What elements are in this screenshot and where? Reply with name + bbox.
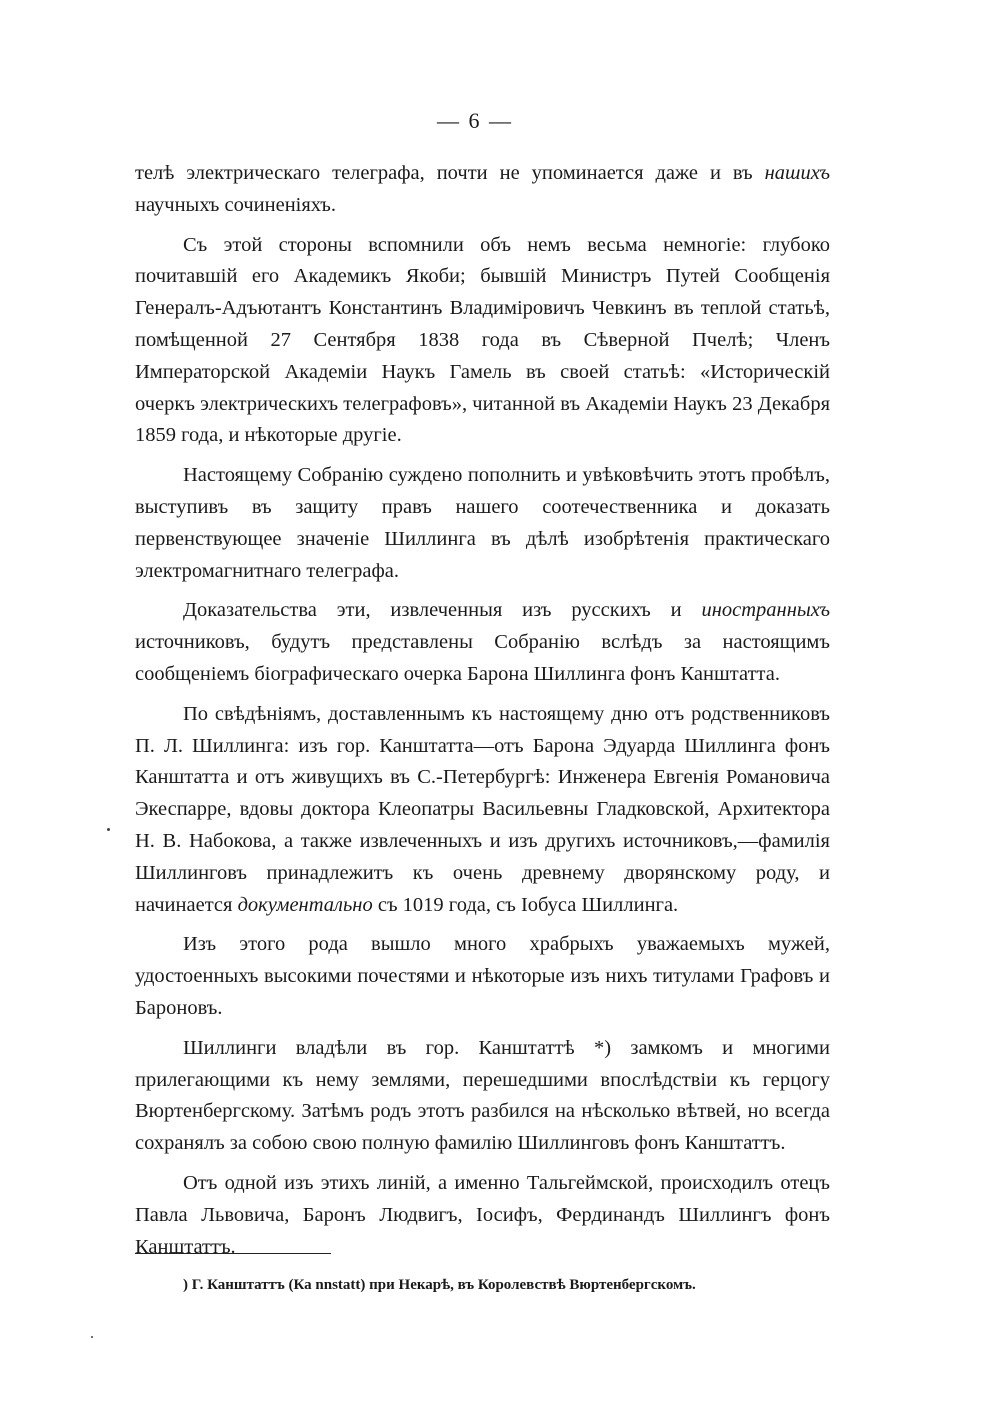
paragraph-1: Съ этой стороны вспомнили объ немъ весьма немногie: глубоко почитавшiй его Академикъ Якоби; бывшiй Министръ Путей Сообщенiя Генералъ-Адъютантъ Константинъ Владимiровичъ Чевкинъ въ теплой статьѣ, помѣщенной 27 Сентября 1838 года въ Сѣверной Пчелѣ; Членъ Императорской Академiи Наукъ Гамель въ своей статьѣ: «Историческiй очеркъ электрическихъ телеграфовъ», читанной въ Академiи Наукъ 23 Декабря 1859 года, и нѣкоторые другie.	[135, 233, 830, 447]
paragraph-2: Настоящему Собранiю суждено пополнить и увѣковѣчить этотъ пробѣлъ, выступивъ въ защиту правъ нашего соотечественника и доказать первенствующее значенie Шиллинга въ дѣлѣ изобрѣтенiя практическаго электромагнитнаго телеграфа.	[135, 464, 830, 582]
body-text	[135, 158, 830, 1271]
emphasis: документально	[237, 893, 373, 916]
paragraph-7: Отъ одной изъ этихъ линiй, а именно Тальгеймской, происходилъ отецъ Павла Львовича, Баронъ Людвигъ, Iосифъ, Фердинандъ Шиллингъ фонъ Канштаттъ.	[135, 1171, 830, 1258]
paragraph-3: Доказательства эти, извлеченныя изъ русскихъ и иностранныхъ источниковъ, будутъ представлены Собранiю вслѣдъ за настоящимъ сообщенiемъ бiографическаго очерка Барона Шиллинга фонъ Канштатта.	[135, 599, 830, 685]
paragraph-6: Шиллинги владѣли въ гор. Канштаттѣ *) замкомъ и многими прилегающими къ нему землями, перешедшими впослѣдствiи къ герцогу Вюртенбергскому. Затѣмъ родъ этотъ разбился на нѣсколько вѣтвей, но всегда сохранялъ за собою свою полную фамилiю Шиллинговъ фонъ Канштаттъ.	[135, 1036, 830, 1155]
footnote-divider	[135, 1253, 331, 1254]
paragraph-4: По свѣдѣнiямъ, доставленнымъ къ настоящему дню отъ родственниковъ П. Л. Шиллинга: изъ гор. Канштатта—отъ Барона Эдуарда Шиллинга фонъ Канштатта и отъ живущихъ въ С.-Петербургѣ: Инженера Евгенiя Романовича Экеспарре, вдовы доктора Клеопатры Васильевны Гладковской, Архитектора Н. В. Набокова, а также извлеченныхъ и изъ другихъ источниковъ,—фамилiя Шиллинговъ принадлежитъ къ очень древнему дворянскому роду, и начинается документально съ 1019 года, съ Iобуса Шиллинга.	[135, 702, 830, 916]
paragraph-5: Изъ этого рода вышло много храбрыхъ уважаемыхъ мужей, удостоенныхъ высокими почестями и нѣкоторые изъ нихъ титулами Графовъ и Бароновъ.	[135, 933, 830, 1019]
page-number: — 6 —	[437, 108, 513, 133]
emphasis: нашихъ	[764, 162, 830, 184]
footnote: ) Г. Канштаттъ (Ка nnstatt) при Некарѣ, въ Королевствѣ Вюртенбергскомъ.	[183, 1277, 696, 1293]
paragraph-0: телѣ электрическаго телеграфа, почти не упоминается даже и въ нашихъ научныхъ сочиненiяхъ.	[135, 162, 830, 216]
scan-speck	[91, 1336, 93, 1338]
scan-speck	[107, 828, 110, 831]
emphasis: иностранныхъ	[701, 599, 830, 622]
